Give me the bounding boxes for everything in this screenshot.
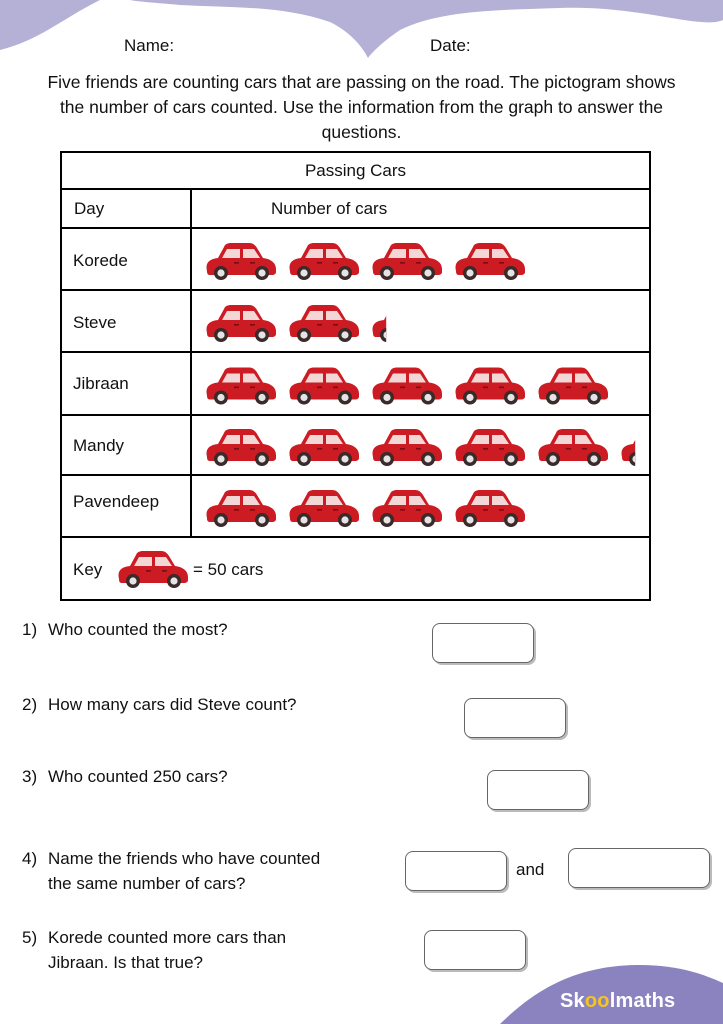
row-name: Korede <box>73 251 128 270</box>
intro-text: Five friends are counting cars that are passing on the road. The pictogram shows the number of cars counted. Use the information from the graph to answer the questions. <box>47 72 676 142</box>
question-number: 3) <box>22 767 38 786</box>
header-row <box>62 190 649 229</box>
question-number: 4) <box>22 849 38 868</box>
car-icon <box>206 490 276 527</box>
skoolmaths-logo: Skoolmaths <box>560 990 676 1012</box>
table-row <box>62 291 649 353</box>
car-icon <box>206 429 276 466</box>
car-icon <box>206 368 276 405</box>
half-car-icon <box>621 429 649 466</box>
pictogram-title: Passing Cars <box>62 153 649 190</box>
car-symbols <box>62 229 649 289</box>
question-4 <box>22 846 320 896</box>
day-column-header: Day <box>74 199 105 218</box>
half-car-icon <box>372 305 442 342</box>
key-car-icon <box>118 551 188 588</box>
question-number: 2) <box>22 695 38 714</box>
table-row <box>62 229 649 291</box>
question-text: How many cars did Steve count? <box>48 695 297 714</box>
question-1 <box>22 617 228 642</box>
car-icon <box>372 368 442 405</box>
car-icon <box>206 243 276 280</box>
answer-box-4b[interactable] <box>568 848 710 888</box>
car-symbols <box>62 353 649 414</box>
question-number: 5) <box>22 928 38 947</box>
question-text-line2: the same number of cars? <box>48 874 246 893</box>
car-icon <box>289 243 359 280</box>
top-wave-decoration <box>0 0 723 70</box>
car-symbols <box>62 291 649 351</box>
pictogram-table <box>60 151 651 601</box>
car-icon <box>455 490 525 527</box>
row-name: Pavendeep <box>73 492 160 511</box>
key-row <box>62 538 649 599</box>
number-column-header: Number of cars <box>271 199 388 218</box>
car-icon <box>289 368 359 405</box>
and-label: and <box>516 860 545 879</box>
date-label: Date: <box>430 36 471 55</box>
answer-box-3[interactable] <box>487 770 589 810</box>
car-icon <box>289 490 359 527</box>
car-icon <box>538 368 608 405</box>
car-icon <box>455 429 525 466</box>
car-icon <box>116 547 192 591</box>
question-3 <box>22 764 228 789</box>
answer-box-1[interactable] <box>432 623 534 663</box>
question-text-line2: Jibraan. Is that true? <box>48 953 203 972</box>
question-text: Name the friends who have counted <box>48 849 321 868</box>
car-icon <box>372 429 442 466</box>
car-icon <box>289 429 359 466</box>
table-row <box>62 353 649 416</box>
row-name: Mandy <box>73 436 125 455</box>
car-symbols <box>62 416 649 474</box>
name-label: Name: <box>124 36 175 55</box>
answer-box-2[interactable] <box>464 698 566 738</box>
table-row <box>62 476 649 538</box>
car-icon <box>538 429 608 466</box>
table-row <box>62 416 649 476</box>
key-label: Key <box>73 560 103 579</box>
car-icon <box>455 368 525 405</box>
row-name: Steve <box>73 313 117 332</box>
car-icon <box>455 243 525 280</box>
row-name: Jibraan <box>73 374 129 393</box>
question-number: 1) <box>22 620 38 639</box>
car-symbols <box>62 476 649 536</box>
car-icon <box>372 490 442 527</box>
question-text: Who counted the most? <box>48 620 228 639</box>
car-icon <box>206 305 276 342</box>
car-icon <box>289 305 359 342</box>
answer-box-4a[interactable] <box>405 851 507 891</box>
car-icon <box>372 243 442 280</box>
question-2 <box>22 692 297 717</box>
question-text: Who counted 250 cars? <box>48 767 228 786</box>
key-value: = 50 cars <box>193 560 264 579</box>
question-text: Korede counted more cars than <box>48 928 287 947</box>
